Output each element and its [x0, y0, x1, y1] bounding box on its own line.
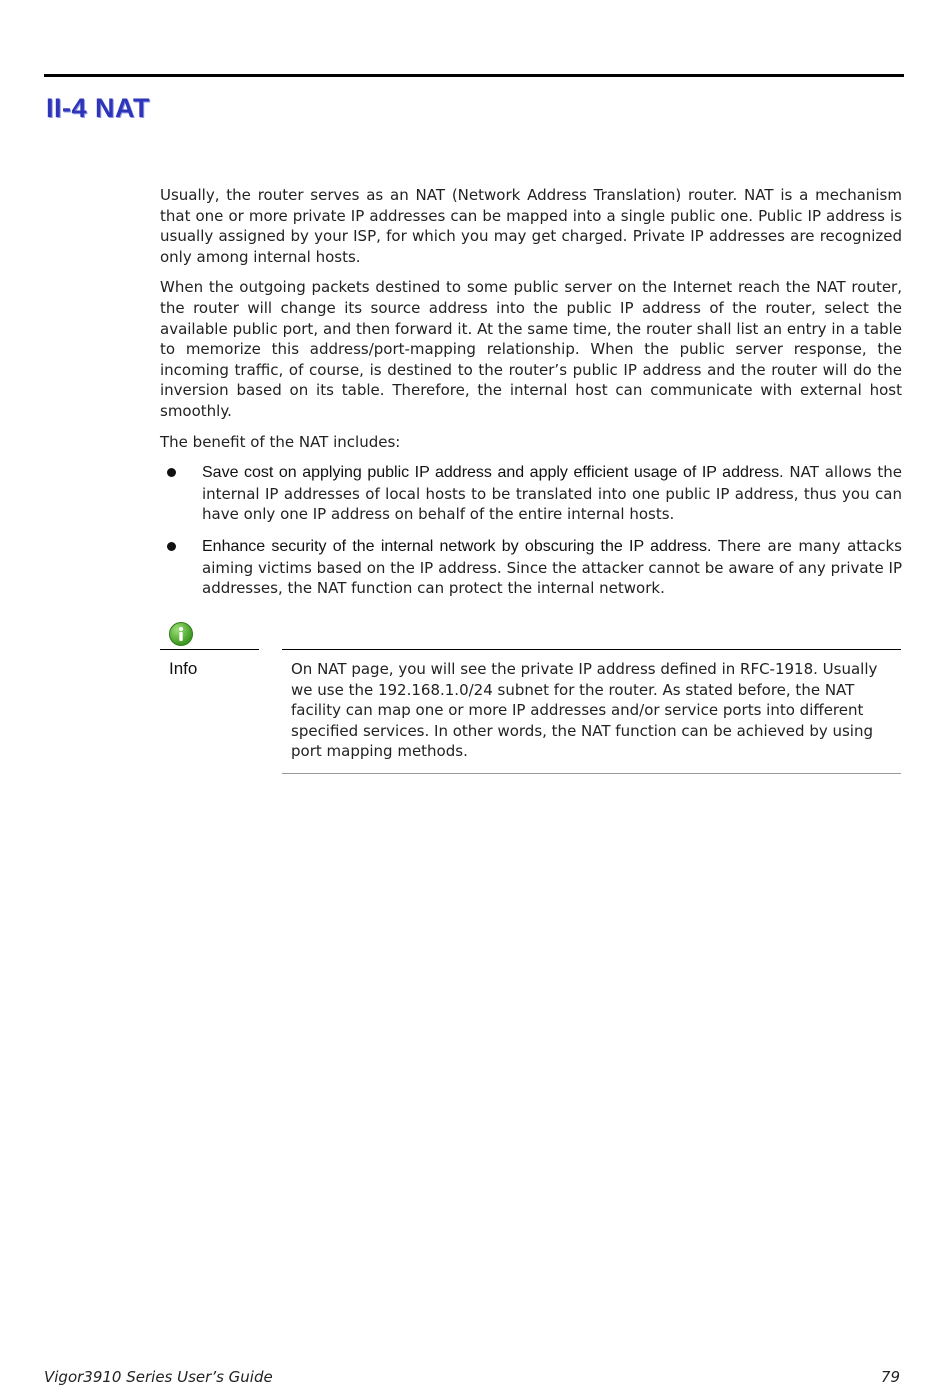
bullet-item-save-cost	[160, 462, 902, 525]
info-rule-bottom	[282, 773, 901, 774]
paragraph-intro: Usually, the router serves as an NAT (Network Address Translation) router. NAT is a mechanism that one or more private IP addresses can be mapped into a single public one. Public IP address is usually assigned by your ISP, for which you may get charged. Private IP addresses are recognized only among internal hosts.	[160, 186, 902, 266]
bullet-lead: Enhance security of the internal network by obscuring the IP address.	[202, 537, 712, 555]
bullet-dot-icon	[167, 542, 176, 551]
bullet-dot-icon	[167, 468, 176, 477]
bullet-lead: Save cost on applying public IP address and apply efficient usage of IP address.	[202, 464, 784, 482]
footer-page-number: 79	[880, 1368, 900, 1386]
paragraph-outgoing-packets: When the outgoing packets destined to some public server on the Internet reach the NAT router, the router will change its source address into the public IP address of the router, select the available public port, and then forward it. At the same time, the router shall list an entry in a table to memorize this address/port-mapping relationship. When the public server response, the incoming traffic, of course, is destined to the router’s public IP address and the router will do the inversion based on its table. Therefore, the internal host can communicate with external host smoothly.	[160, 278, 902, 420]
bullet-item-security	[160, 536, 902, 599]
info-rule-left	[160, 649, 259, 650]
info-icon	[169, 622, 193, 646]
body-text	[160, 185, 902, 610]
info-note-text: On NAT page, you will see the private IP address defined in RFC-1918. Usually we use the 192.168.1.0/24 subnet for the router. As stated before, the NAT facility can map one or more IP addresses and/or service ports into different specified services. In other words, the NAT function can be achieved by using port mapping methods.	[291, 660, 878, 761]
paragraph-benefits-intro: The benefit of the NAT includes:	[160, 432, 401, 451]
footer-guide-title: Vigor3910 Series User’s Guide	[44, 1368, 273, 1386]
top-rule	[44, 74, 904, 77]
info-rule-right	[282, 649, 901, 650]
bullet-text: There are many attacks aiming victims based on the IP address. Since the attacker cannot be aware of any private IP addresses, the NAT function can protect the internal network.	[202, 536, 902, 598]
section-heading: II-4 NAT	[46, 93, 150, 123]
bullet-text: NAT allows the internal IP addresses of local hosts to be translated into one public IP address, thus you can have only one IP address on behalf of the entire internal hosts.	[202, 463, 902, 524]
info-label: Info	[169, 659, 198, 678]
